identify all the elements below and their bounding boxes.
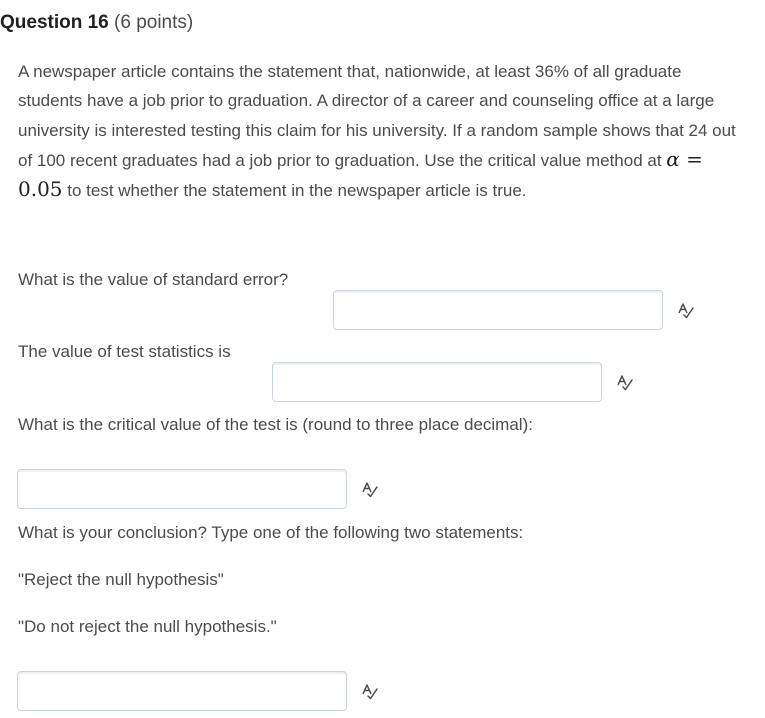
spell-check-icon[interactable] [361,480,379,498]
question-header [0,12,193,34]
math-equals: = [679,146,703,171]
test-statistic-prompt: The value of test statistics is [18,342,231,361]
stem-text-part1: A newspaper article contains the statement that, nationwide, at least 36% of all graduate students have a job prior to graduation. A director of a career and counseling office at a large university is interested testing this claim for his university. If a random sample shows that 24 out of 100 recent graduates had a job prior to graduation. Use the critical value method at [18,62,736,170]
alpha-value: 0.05 [18,177,63,202]
question-title: Question 16 [0,12,109,33]
question-points: (6 points) [114,12,194,33]
alpha-symbol: α [666,146,680,171]
spell-check-icon[interactable] [677,301,695,319]
conclusion-input[interactable] [18,672,346,710]
spell-check-icon[interactable] [616,373,634,391]
test-statistic-field[interactable] [272,362,602,402]
conclusion-prompt: What is your conclusion? Type one of the following two statements: [18,523,524,542]
conclusion-field[interactable] [17,671,347,711]
test-statistic-input[interactable] [273,363,601,401]
critical-value-field[interactable] [17,469,347,509]
stem-text-part2: to test whether the statement in the newspaper article is true. [62,181,527,201]
option-not-reject-text: "Do not reject the null hypothesis." [18,617,277,636]
spell-check-icon[interactable] [361,682,379,700]
standard-error-prompt: What is the value of standard error? [18,270,289,289]
standard-error-input[interactable] [334,291,662,329]
critical-value-input[interactable] [18,470,346,508]
standard-error-field[interactable] [333,290,663,330]
option-reject-text: "Reject the null hypothesis" [18,570,224,589]
critical-value-prompt: What is the critical value of the test is (round to three place decimal): [18,415,533,434]
question-stem [18,57,743,205]
